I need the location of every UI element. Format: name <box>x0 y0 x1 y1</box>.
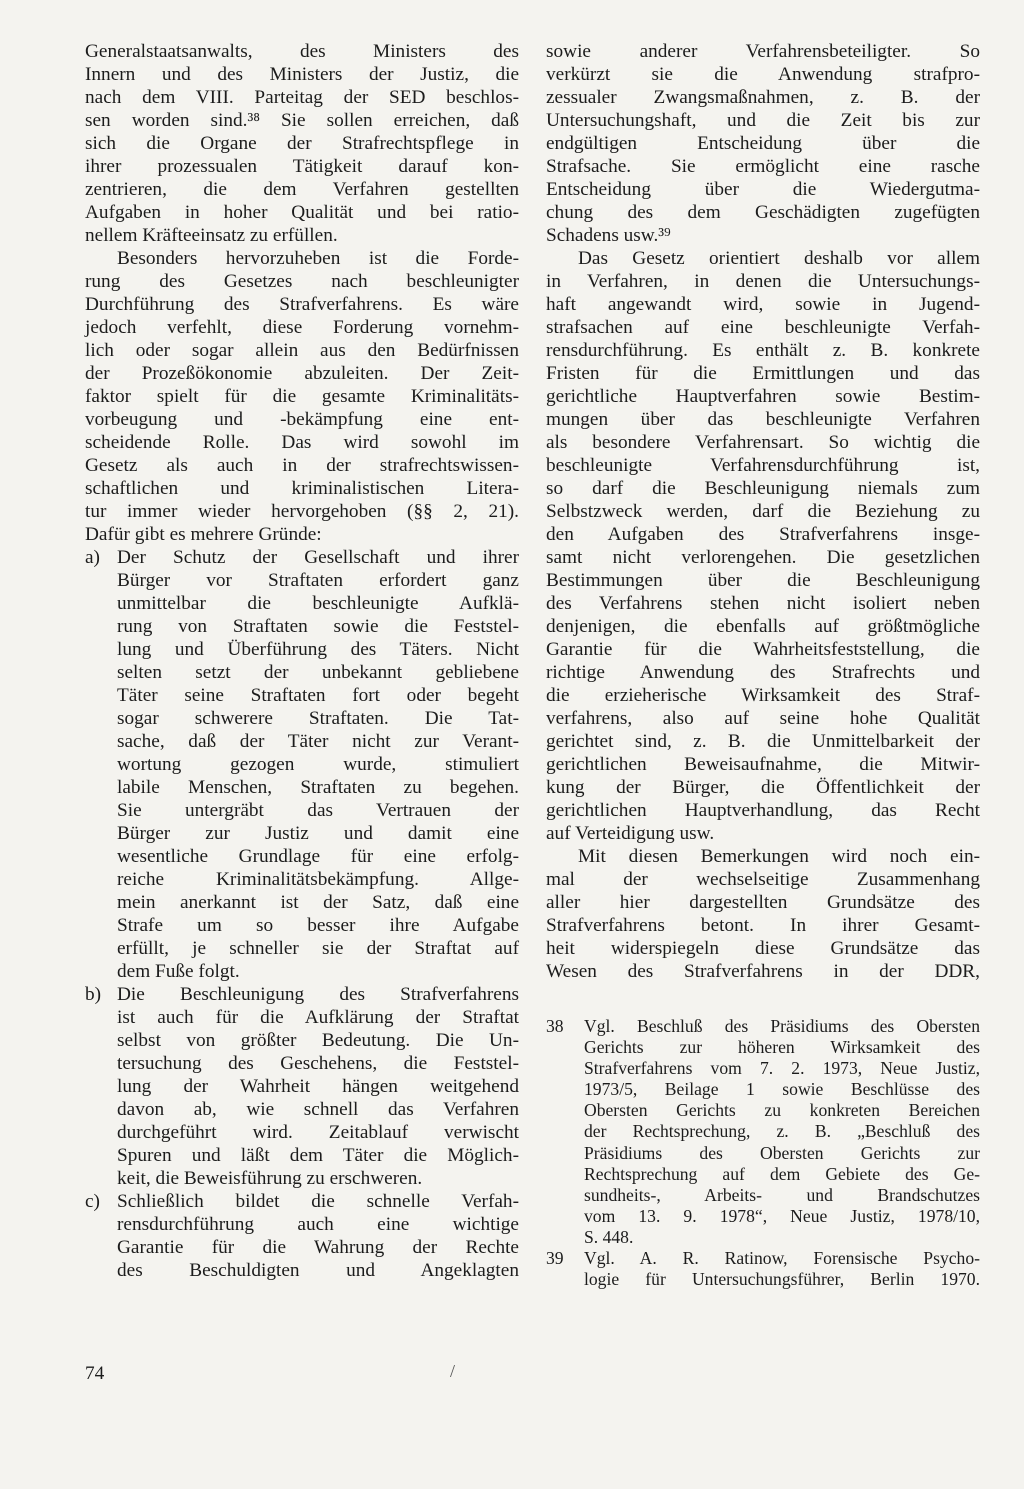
text-line: erfüllt, je schneller sie der Straftat auf <box>117 938 519 959</box>
text-line: Das Gesetz orientiert deshalb vor allem <box>578 248 980 269</box>
text-line: verkürzt sie die Anwendung strafpro- <box>546 64 980 85</box>
text-line: Obersten Gerichts zu konkreten Bereichen <box>584 1100 980 1121</box>
text-line: Strafsache. Sie ermöglicht eine rasche <box>546 156 980 177</box>
text-line: unmittelbar die beschleunigte Aufklä- <box>117 593 519 614</box>
text-line: in Verfahren, in denen die Untersuchungs- <box>546 271 980 292</box>
text-line: ist auch für die Aufklärung der Straftat <box>117 1007 519 1028</box>
text-line: Rechtsprechung auf dem Gebiete des Ge- <box>584 1163 980 1184</box>
paragraph <box>546 40 980 247</box>
text-line: Vgl. A. R. Ratinow, Forensische Psycho- <box>584 1248 980 1269</box>
list-label: c) <box>85 1191 100 1212</box>
text-line: Strafe um so besser ihre Aufgabe <box>117 915 519 936</box>
list-label: b) <box>85 984 102 1005</box>
list-item-a <box>85 546 519 983</box>
text-line: faktor spielt für die gesamte Kriminalitäts- <box>85 386 519 407</box>
footnotes <box>546 1016 980 1290</box>
text-line: rensdurchführung. Es enthält z. B. konkrete <box>546 340 980 361</box>
text-line: gerichtlichen Hauptverhandlung, das Recht <box>546 800 980 821</box>
text-line: dem Fuße folgt. <box>117 961 240 982</box>
text-line: tur immer wieder hervorgehoben (§§ 2, 21). <box>85 501 519 522</box>
text-line: sich die Organe der Strafrechtspflege in <box>85 133 519 154</box>
text-line: Innern und des Ministers der Justiz, die <box>85 64 519 85</box>
text-line: die erzieherische Wirksamkeit des Straf- <box>546 685 980 706</box>
text-line: Gesetz als auch in der strafrechtswissen- <box>85 455 519 476</box>
text-line: Besonders hervorzuheben ist die Forde- <box>117 248 519 269</box>
text-line: sen worden sind.³⁸ Sie sollen erreichen, daß <box>85 110 519 131</box>
text-line: wesentliche Grundlage für eine erfolg- <box>117 846 519 867</box>
text-line: nach dem VIII. Parteitag der SED beschlos- <box>85 87 519 108</box>
text-line: Garantie für die Wahrung der Rechte <box>117 1237 519 1258</box>
text-line: haft angewandt wird, sowie in Jugend- <box>546 294 980 315</box>
text-line: der Prozeßökonomie abzuleiten. Der Zeit- <box>85 363 519 384</box>
footnote-number: 38 <box>546 1016 564 1036</box>
text-line: reiche Kriminalitätsbekämpfung. Allge- <box>117 869 519 890</box>
text-line: logie für Untersuchungsführer, Berlin 1970. <box>584 1269 980 1290</box>
text-line: samt nicht verlorengehen. Die gesetzlichen <box>546 547 980 568</box>
left-column <box>85 40 519 1282</box>
text-line: scheidende Rolle. Das wird sowohl im <box>85 432 519 453</box>
text-line: mungen über das beschleunigte Verfahren <box>546 409 980 430</box>
page-number: 74 <box>85 1363 105 1384</box>
text-line: sache, daß der Täter nicht zur Verant- <box>117 731 519 752</box>
text-line: tersuchung des Geschehens, die Feststel- <box>117 1053 519 1074</box>
paragraph <box>546 247 980 845</box>
text-line: Generalstaatsanwalts, des Ministers des <box>85 41 519 62</box>
text-line: denjenigen, die ebenfalls auf größtmögliche <box>546 616 980 637</box>
text-line: jedoch verfehlt, diese Forderung vornehm- <box>85 317 519 338</box>
text-line: verfahrens, also auf seine hohe Qualität <box>546 708 980 729</box>
footnote-39 <box>546 1248 980 1290</box>
text-line: Strafverfahrens vom 7. 2. 1973, Neue Justiz, <box>584 1058 980 1079</box>
text-line: endgültigen Entscheidung über die <box>546 133 980 154</box>
text-line: Untersuchungshaft, und die Zeit bis zur <box>546 110 980 131</box>
text-line: 1973/5, Beilage 1 sowie Beschlüsse des <box>584 1079 980 1100</box>
text-line: chung des dem Geschädigten zugefügten <box>546 202 980 223</box>
text-line: Dafür gibt es mehrere Gründe: <box>85 524 322 545</box>
text-line: vorbeugung und -bekämpfung eine ent- <box>85 409 519 430</box>
stray-pencil-mark: / <box>450 1361 456 1381</box>
text-line: mein anerkannt ist der Satz, daß eine <box>117 892 519 913</box>
text-line: selten setzt der unbekannt gebliebene <box>117 662 519 683</box>
text-line: Sie untergräbt das Vertrauen der <box>117 800 519 821</box>
text-line: labile Menschen, Straftaten zu begehen. <box>117 777 519 798</box>
text-line: durchgeführt wird. Zeitablauf verwischt <box>117 1122 519 1143</box>
text-line: so darf die Beschleunigung niemals zum <box>546 478 980 499</box>
text-line: auf Verteidigung usw. <box>546 823 715 844</box>
text-line: Täter seine Straftaten fort oder begeht <box>117 685 519 706</box>
text-line: keit, die Beweisführung zu erschweren. <box>117 1168 423 1189</box>
text-line: Spuren und läßt dem Täter die Möglich- <box>117 1145 519 1166</box>
text-line: kung der Bürger, die Öffentlichkeit der <box>546 777 980 798</box>
footnote-number: 39 <box>546 1248 564 1269</box>
text-line: Bürger vor Straftaten erfordert ganz <box>117 570 519 591</box>
text-line: Selbstzweck werden, darf die Beziehung zu <box>546 501 980 522</box>
text-line: Gerichts zur höheren Wirksamkeit des <box>584 1037 980 1058</box>
paragraph <box>85 40 519 247</box>
text-line: selbst von größter Bedeutung. Die Un- <box>117 1030 519 1051</box>
text-line: Durchführung des Strafverfahrens. Es wäre <box>85 294 519 315</box>
text-line: zentrieren, die dem Verfahren gestellten <box>85 179 519 200</box>
paragraph <box>546 845 980 983</box>
list-item-b <box>85 983 519 1190</box>
text-line: gerichtlichen Beweisaufnahme, die Mitwir- <box>546 754 980 775</box>
text-line: den Aufgaben des Strafverfahrens insge- <box>546 524 980 545</box>
text-line: ihrer prozessualen Tätigkeit darauf kon- <box>85 156 519 177</box>
text-line: aller hier dargestellten Grundsätze des <box>546 892 980 913</box>
footnote-38 <box>546 1016 980 1248</box>
text-line: des Beschuldigten und Angeklagten <box>117 1260 519 1281</box>
text-line: gerichtliche Hauptverfahren sowie Bestim- <box>546 386 980 407</box>
text-line: davon ab, wie schnell das Verfahren <box>117 1099 519 1120</box>
text-line: S. 448. <box>584 1226 634 1247</box>
text-line: Vgl. Beschluß des Präsidiums des Obersten <box>584 1016 980 1036</box>
text-line: als besondere Verfahrensart. So wichtig die <box>546 432 980 453</box>
text-line: Garantie für die Wahrheitsfeststellung, die <box>546 639 980 660</box>
text-line: rung von Straftaten sowie die Feststel- <box>117 616 519 637</box>
text-line: mal der wechselseitige Zusammenhang <box>546 869 980 890</box>
list-item-c <box>85 1190 519 1282</box>
text-line: schaftlichen und kriminalistischen Litera- <box>85 478 519 499</box>
text-line: Fristen für die Ermittlungen und das <box>546 363 980 384</box>
text-line: Präsidiums des Obersten Gerichts zur <box>584 1142 980 1163</box>
text-line: Wesen des Strafverfahrens in der DDR, <box>546 961 980 982</box>
list-label: a) <box>85 547 100 568</box>
text-line: des Verfahrens stehen nicht isoliert neben <box>546 593 980 614</box>
text-line: sundheits-, Arbeits- und Brandschutzes <box>584 1184 980 1205</box>
text-line: vom 13. 9. 1978“, Neue Justiz, 1978/10, <box>584 1205 980 1226</box>
text-line: zessualer Zwangsmaßnahmen, z. B. der <box>546 87 980 108</box>
text-line: Strafverfahrens betont. In ihrer Gesamt- <box>546 915 980 936</box>
text-line: lung der Wahrheit hängen weitgehend <box>117 1076 519 1097</box>
text-line: sogar schwerere Straftaten. Die Tat- <box>117 708 519 729</box>
text-line: sowie anderer Verfahrensbeteiligter. So <box>546 41 980 62</box>
text-line: lung und Überführung des Täters. Nicht <box>117 639 519 660</box>
text-line: Aufgaben in hoher Qualität und bei ratio- <box>85 202 519 223</box>
text-line: wortung gezogen wurde, stimuliert <box>117 754 519 775</box>
text-line: rensdurchführung auch eine wichtige <box>117 1214 519 1235</box>
text-line: der Rechtsprechung, z. B. „Beschluß des <box>584 1121 980 1142</box>
text-line: Die Beschleunigung des Strafverfahrens <box>117 984 519 1005</box>
text-line: heit widerspiegeln diese Grundsätze das <box>546 938 980 959</box>
text-line: Entscheidung über die Wiedergutma- <box>546 179 980 200</box>
text-line: strafsachen auf eine beschleunigte Verfah- <box>546 317 980 338</box>
paragraph <box>85 247 519 546</box>
text-line: Bürger zur Justiz und damit eine <box>117 823 519 844</box>
text-line: gerichtet sind, z. B. die Unmittelbarkeit der <box>546 731 980 752</box>
text-line: nellem Kräfteeinsatz zu erfüllen. <box>85 225 338 246</box>
text-line: rung des Gesetzes nach beschleunigter <box>85 271 519 292</box>
text-line: Der Schutz der Gesellschaft und ihrer <box>117 547 519 568</box>
text-line: lich oder sogar allein aus den Bedürfnissen <box>85 340 519 361</box>
text-line: Schließlich bildet die schnelle Verfah- <box>117 1191 519 1212</box>
right-column <box>546 40 980 1290</box>
text-line: Mit diesen Bemerkungen wird noch ein- <box>578 846 980 867</box>
text-line: Bestimmungen über die Beschleunigung <box>546 570 980 591</box>
text-line: richtige Anwendung des Strafrechts und <box>546 662 980 683</box>
text-line: beschleunigte Verfahrensdurchführung ist, <box>546 455 980 476</box>
text-line: Schadens usw.³⁹ <box>546 225 671 246</box>
